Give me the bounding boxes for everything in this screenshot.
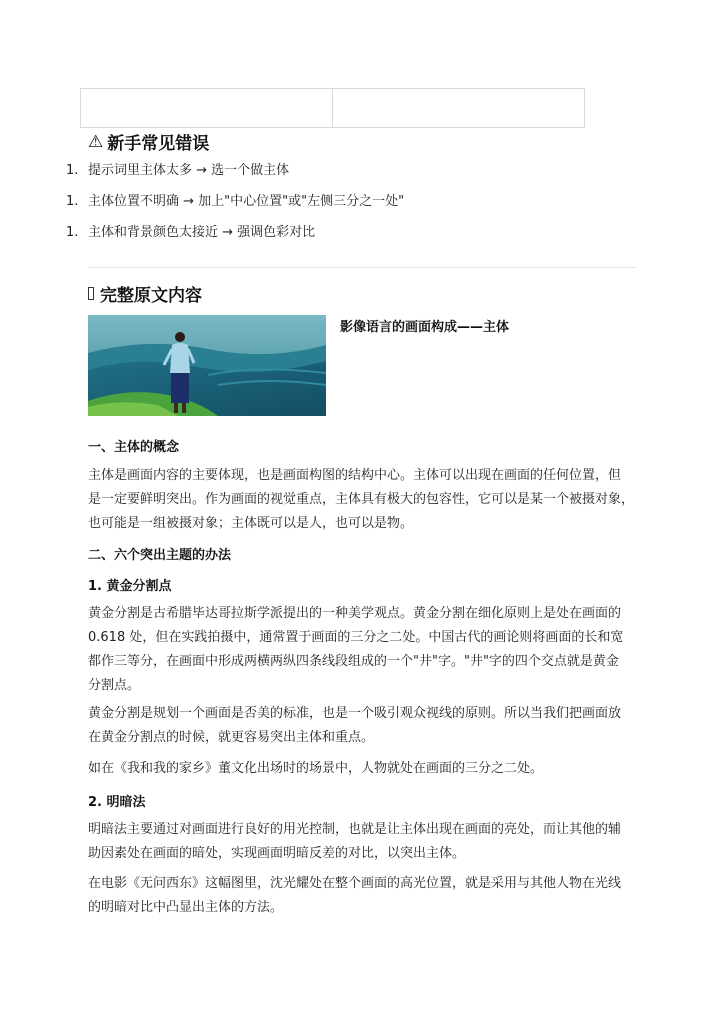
list-item bbox=[66, 159, 404, 190]
paragraph-line: 黄金分割是古希腊毕达哥拉斯学派提出的一种美学观点。黄金分割在细化原则上是处在画面的 bbox=[88, 606, 622, 621]
article-title: 影像语言的画面构成——主体 bbox=[340, 320, 510, 335]
warning-icon: ⚠ bbox=[88, 131, 104, 152]
original-heading bbox=[88, 281, 202, 306]
paragraph-line: 主体是画面内容的主要体现，也是画面构图的结构中心。主体可以出现在画面的任何位置，但 bbox=[88, 468, 622, 483]
list-item-text: 主体和背景颜色太接近 → 强调色彩对比 bbox=[88, 225, 316, 240]
concept-paragraph bbox=[88, 464, 648, 536]
list-item-text: 提示词里主体太多 → 选一个做主体 bbox=[88, 163, 290, 178]
paragraph-line: 助因素处在画面的暗处，实现画面明暗反差的对比，以突出主体。 bbox=[88, 846, 466, 861]
paragraph-line: 如在《我和我的家乡》董文化出场时的场景中，人物就处在画面的三分之二处。 bbox=[88, 761, 544, 776]
chiaroscuro-paragraph-2 bbox=[88, 872, 648, 920]
section-divider bbox=[88, 267, 636, 268]
golden-paragraph-2 bbox=[88, 702, 648, 750]
mistakes-title: 新手常见错误 bbox=[107, 134, 210, 154]
chiaroscuro-heading: 2. 明暗法 bbox=[88, 795, 146, 810]
mistakes-list bbox=[66, 159, 404, 252]
table-cell bbox=[81, 89, 332, 127]
chiaroscuro-paragraph-1 bbox=[88, 818, 648, 866]
placeholder-box-icon bbox=[88, 287, 94, 300]
table-cell bbox=[332, 89, 584, 127]
golden-heading: 1. 黄金分割点 bbox=[88, 579, 172, 594]
empty-table bbox=[80, 88, 585, 128]
original-title: 完整原文内容 bbox=[100, 286, 202, 306]
concept-heading: 一、主体的概念 bbox=[88, 440, 180, 455]
list-item-text: 主体位置不明确 → 加上"中心位置"或"左侧三分之一处" bbox=[88, 194, 405, 209]
paragraph-line: 在黄金分割点的时候，就更容易突出主体和重点。 bbox=[88, 730, 375, 745]
article-photo bbox=[88, 315, 326, 416]
paragraph-line: 在电影《无问西东》这幅图里，沈光耀处在整个画面的高光位置，就是采用与其他人物在光线 bbox=[88, 876, 622, 891]
methods-heading: 二、六个突出主题的办法 bbox=[88, 548, 232, 563]
paragraph-line: 的明暗对比中凸显出主体的方法。 bbox=[88, 900, 284, 915]
paragraph-line: 黄金分割是规划一个画面是否美的标准，也是一个吸引观众视线的原则。所以当我们把画面放 bbox=[88, 706, 622, 721]
golden-paragraph-3 bbox=[88, 757, 648, 781]
list-number: 1. bbox=[66, 225, 79, 240]
paragraph-line: 是一定要鲜明突出。作为画面的视觉重点，主体具有极大的包容性，它可以是某一个被摄对象， bbox=[88, 492, 635, 507]
golden-paragraph-1 bbox=[88, 602, 648, 698]
paragraph-line: 分割点。 bbox=[88, 678, 141, 693]
paragraph-line: 都作三等分，在画面中形成两横两纵四条线段组成的一个"井"字。"井"字的四个交点就是黄金 bbox=[88, 654, 619, 669]
list-item bbox=[66, 190, 404, 221]
list-item bbox=[66, 221, 404, 252]
list-number: 1. bbox=[66, 194, 79, 209]
paragraph-line: 也可能是一组被摄对象；主体既可以是人，也可以是物。 bbox=[88, 516, 414, 531]
list-number: 1. bbox=[66, 163, 79, 178]
mistakes-heading bbox=[88, 129, 209, 154]
paragraph-line: 明暗法主要通过对画面进行良好的用光控制，也就是让主体出现在画面的亮处，而让其他的辅 bbox=[88, 822, 622, 837]
paragraph-line: 0.618 处，但在实践拍摄中，通常置于画面的三分之二处。中国古代的画论则将画面的长和宽 bbox=[88, 630, 624, 645]
